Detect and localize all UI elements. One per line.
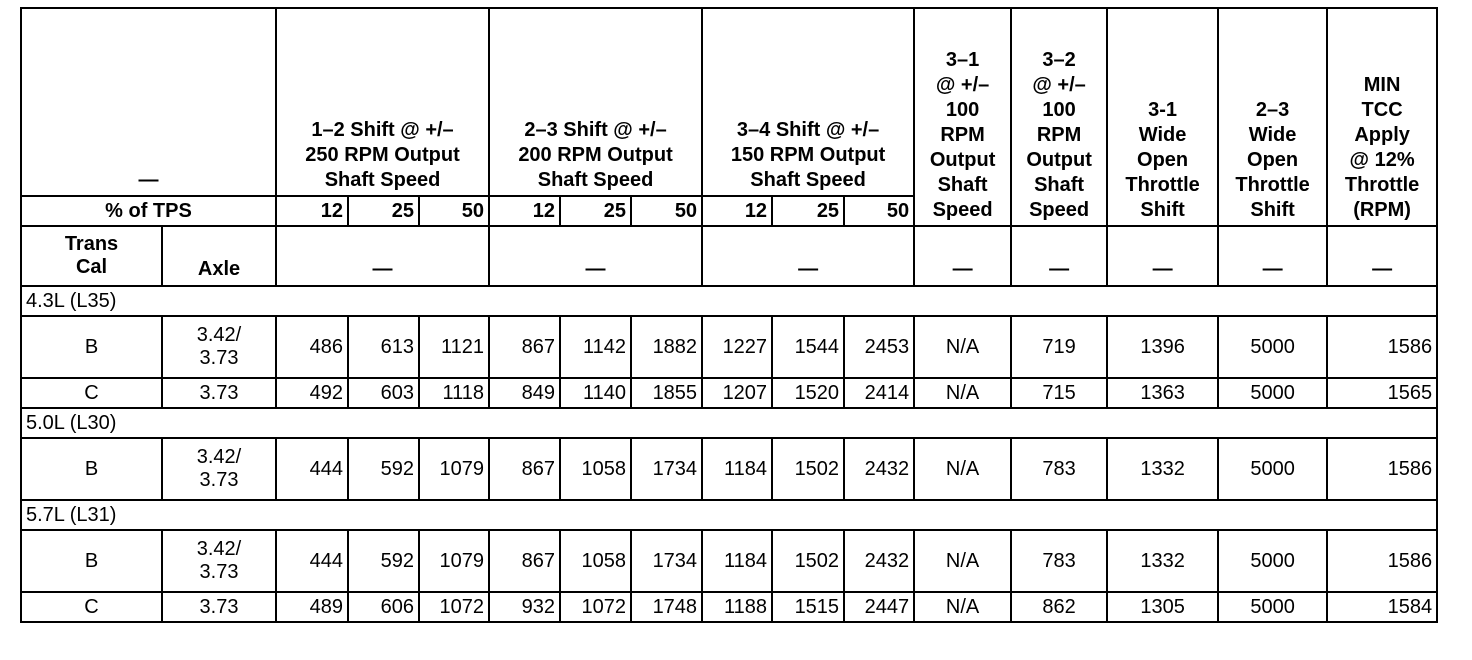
corner-dash: — — [138, 169, 159, 191]
engine-label: 5.0L (L30) — [21, 408, 1437, 438]
header-line: RPM — [1036, 124, 1082, 146]
axle-cell — [162, 592, 276, 622]
value-cell: 1058 — [560, 438, 631, 500]
header-line: Shaft — [937, 174, 988, 196]
value-cell: 1734 — [631, 438, 702, 500]
axle-cell — [162, 530, 276, 592]
header-line: Wide — [1138, 124, 1187, 146]
dash-cell: — — [489, 226, 702, 286]
header-line: 250 RPM Output — [305, 144, 460, 166]
header-line: Output — [929, 149, 996, 171]
value-cell: 592 — [348, 530, 419, 592]
value-cell: 1520 — [772, 378, 844, 408]
value-cell: 5000 — [1218, 438, 1327, 500]
dash-cell: — — [1107, 226, 1218, 286]
dash-cell: — — [1011, 226, 1107, 286]
header-line: 1–2 Shift @ +/– — [311, 119, 454, 141]
table-row — [21, 530, 1437, 592]
value-cell: 1565 — [1327, 378, 1437, 408]
corner-header — [21, 8, 276, 196]
dash-cell: — — [276, 226, 489, 286]
value-cell: 1586 — [1327, 530, 1437, 592]
wot-3-1-header — [1107, 8, 1218, 226]
value-cell: 1396 — [1107, 316, 1218, 378]
value-cell: 2414 — [844, 378, 914, 408]
value-cell: N/A — [914, 530, 1011, 592]
value-cell: 1072 — [419, 592, 489, 622]
value-cell: 1227 — [702, 316, 772, 378]
value-cell: 1072 — [560, 592, 631, 622]
trans-cal-cell: B — [21, 438, 162, 500]
value-cell: 1748 — [631, 592, 702, 622]
value-cell: 1207 — [702, 378, 772, 408]
engine-label: 4.3L (L35) — [21, 286, 1437, 316]
value-cell: 1586 — [1327, 316, 1437, 378]
engine-label: 5.7L (L31) — [21, 500, 1437, 530]
engine-row — [21, 500, 1437, 530]
shift-1-2-header — [276, 8, 489, 196]
value-cell: 1058 — [560, 530, 631, 592]
header-line: @ +/– — [935, 74, 990, 96]
header-line: (RPM) — [1353, 199, 1411, 221]
tps-value: 12 — [702, 196, 772, 226]
value-cell: 2432 — [844, 438, 914, 500]
value-cell: 867 — [489, 316, 560, 378]
engine-row — [21, 286, 1437, 316]
value-cell: 1586 — [1327, 438, 1437, 500]
value-cell: 1184 — [702, 530, 772, 592]
value-cell: 444 — [276, 530, 348, 592]
header-line: Shift — [1250, 199, 1295, 221]
value-cell: 2453 — [844, 316, 914, 378]
value-cell: 2447 — [844, 592, 914, 622]
header-line: Speed — [1029, 199, 1090, 221]
axle-ratio: 3.73 — [199, 595, 239, 618]
value-cell: 1332 — [1107, 438, 1218, 500]
value-cell: 5000 — [1218, 316, 1327, 378]
value-cell: 1184 — [702, 438, 772, 500]
header-line: 2–3 Shift @ +/– — [524, 119, 667, 141]
header-line: MIN — [1363, 74, 1401, 96]
tps-value: 25 — [560, 196, 631, 226]
value-cell: N/A — [914, 316, 1011, 378]
table-row — [21, 316, 1437, 378]
value-cell: 489 — [276, 592, 348, 622]
header-line: Shaft Speed — [537, 169, 654, 191]
tps-value: 25 — [348, 196, 419, 226]
value-cell: 867 — [489, 438, 560, 500]
value-cell: 1882 — [631, 316, 702, 378]
tps-value: 50 — [844, 196, 914, 226]
axle-header: Axle — [162, 226, 276, 286]
header-line: Apply — [1354, 124, 1410, 146]
header-line: Shift — [1140, 199, 1185, 221]
header-line: TCC — [1361, 99, 1403, 121]
engine-row — [21, 408, 1437, 438]
value-cell: 862 — [1011, 592, 1107, 622]
header-line: Cal — [75, 256, 108, 278]
header-line: @ +/– — [1032, 74, 1086, 96]
axle-ratio: 3.73 — [199, 469, 239, 491]
dash-cell: — — [914, 226, 1011, 286]
value-cell: 1118 — [419, 378, 489, 408]
value-cell: 1188 — [702, 592, 772, 622]
value-cell: 492 — [276, 378, 348, 408]
axle-ratio: 3.73 — [199, 561, 239, 583]
downshift-3-1-header — [914, 8, 1011, 226]
shift-speed-table-container — [20, 7, 1438, 623]
value-cell: 1079 — [419, 530, 489, 592]
value-cell: N/A — [914, 592, 1011, 622]
header-line: Shaft — [1034, 174, 1085, 196]
axle-ratio: 3.73 — [199, 347, 239, 369]
header-line: Output — [1026, 149, 1092, 171]
axle-ratio: 3.42/ — [196, 446, 242, 468]
header-line: Throttle — [1125, 174, 1200, 196]
value-cell: 1515 — [772, 592, 844, 622]
value-cell: 719 — [1011, 316, 1107, 378]
value-cell: 932 — [489, 592, 560, 622]
header-row — [21, 8, 1437, 196]
value-cell: 1855 — [631, 378, 702, 408]
shift-2-3-header — [489, 8, 702, 196]
value-cell: 444 — [276, 438, 348, 500]
header-line: Throttle — [1235, 174, 1310, 196]
value-cell: 486 — [276, 316, 348, 378]
value-cell: 1544 — [772, 316, 844, 378]
value-cell: 867 — [489, 530, 560, 592]
trans-cal-cell: B — [21, 530, 162, 592]
value-cell: 5000 — [1218, 530, 1327, 592]
value-cell: 2432 — [844, 530, 914, 592]
wot-2-3-header — [1218, 8, 1327, 226]
header-line: 200 RPM Output — [518, 144, 673, 166]
trans-cal-cell: C — [21, 378, 162, 408]
value-cell: 1142 — [560, 316, 631, 378]
header-line: 3–1 — [945, 49, 980, 71]
value-cell: 1305 — [1107, 592, 1218, 622]
table-row — [21, 378, 1437, 408]
tcc-apply-header — [1327, 8, 1437, 226]
value-cell: 1140 — [560, 378, 631, 408]
tps-label: % of TPS — [21, 196, 276, 226]
axle-cell — [162, 438, 276, 500]
header-line: Speed — [932, 199, 993, 221]
value-cell: 849 — [489, 378, 560, 408]
value-cell: N/A — [914, 438, 1011, 500]
axle-ratio: 3.42/ — [196, 538, 242, 560]
value-cell: 1121 — [419, 316, 489, 378]
header-line: Open — [1247, 149, 1299, 171]
header-line: 3-1 — [1148, 99, 1178, 121]
axle-ratio: 3.42/ — [196, 324, 242, 346]
value-cell: 783 — [1011, 438, 1107, 500]
trans-cal-cell: C — [21, 592, 162, 622]
dash-cell: — — [1327, 226, 1437, 286]
header-line: Open — [1137, 149, 1189, 171]
dash-cell: — — [702, 226, 914, 286]
shift-3-4-header — [702, 8, 914, 196]
header-line: Shaft Speed — [750, 169, 866, 191]
value-cell: 5000 — [1218, 378, 1327, 408]
value-cell: 1332 — [1107, 530, 1218, 592]
tps-value: 50 — [419, 196, 489, 226]
tps-value: 25 — [772, 196, 844, 226]
trans-cal-header — [21, 226, 162, 286]
table-body — [21, 8, 1437, 622]
header-line: Trans — [64, 233, 119, 255]
value-cell: 1502 — [772, 530, 844, 592]
value-cell: N/A — [914, 378, 1011, 408]
subheader-row — [21, 226, 1437, 286]
value-cell: 1734 — [631, 530, 702, 592]
axle-cell — [162, 378, 276, 408]
header-line: 3–4 Shift @ +/– — [736, 119, 880, 141]
header-line: Wide — [1248, 124, 1297, 146]
value-cell: 606 — [348, 592, 419, 622]
value-cell: 1363 — [1107, 378, 1218, 408]
table-row — [21, 592, 1437, 622]
dash-cell: — — [1218, 226, 1327, 286]
value-cell: 603 — [348, 378, 419, 408]
header-line: 100 — [945, 99, 980, 121]
value-cell: 1502 — [772, 438, 844, 500]
tps-value: 12 — [489, 196, 560, 226]
axle-cell — [162, 316, 276, 378]
header-line: Shaft Speed — [324, 169, 441, 191]
trans-cal-cell: B — [21, 316, 162, 378]
downshift-3-2-header — [1011, 8, 1107, 226]
tps-value: 12 — [276, 196, 348, 226]
header-line: Throttle — [1344, 174, 1420, 196]
value-cell: 783 — [1011, 530, 1107, 592]
header-line: 150 RPM Output — [730, 144, 886, 166]
header-line: 3–2 — [1042, 49, 1076, 71]
shift-speed-table — [20, 7, 1438, 623]
header-line: 100 — [1042, 99, 1076, 121]
header-line: RPM — [940, 124, 985, 146]
value-cell: 1079 — [419, 438, 489, 500]
header-line: @ 12% — [1349, 149, 1415, 171]
value-cell: 1584 — [1327, 592, 1437, 622]
value-cell: 715 — [1011, 378, 1107, 408]
value-cell: 5000 — [1218, 592, 1327, 622]
header-line: 2–3 — [1255, 99, 1290, 121]
value-cell: 592 — [348, 438, 419, 500]
table-row — [21, 438, 1437, 500]
axle-ratio: 3.73 — [199, 381, 239, 404]
value-cell: 613 — [348, 316, 419, 378]
tps-value: 50 — [631, 196, 702, 226]
